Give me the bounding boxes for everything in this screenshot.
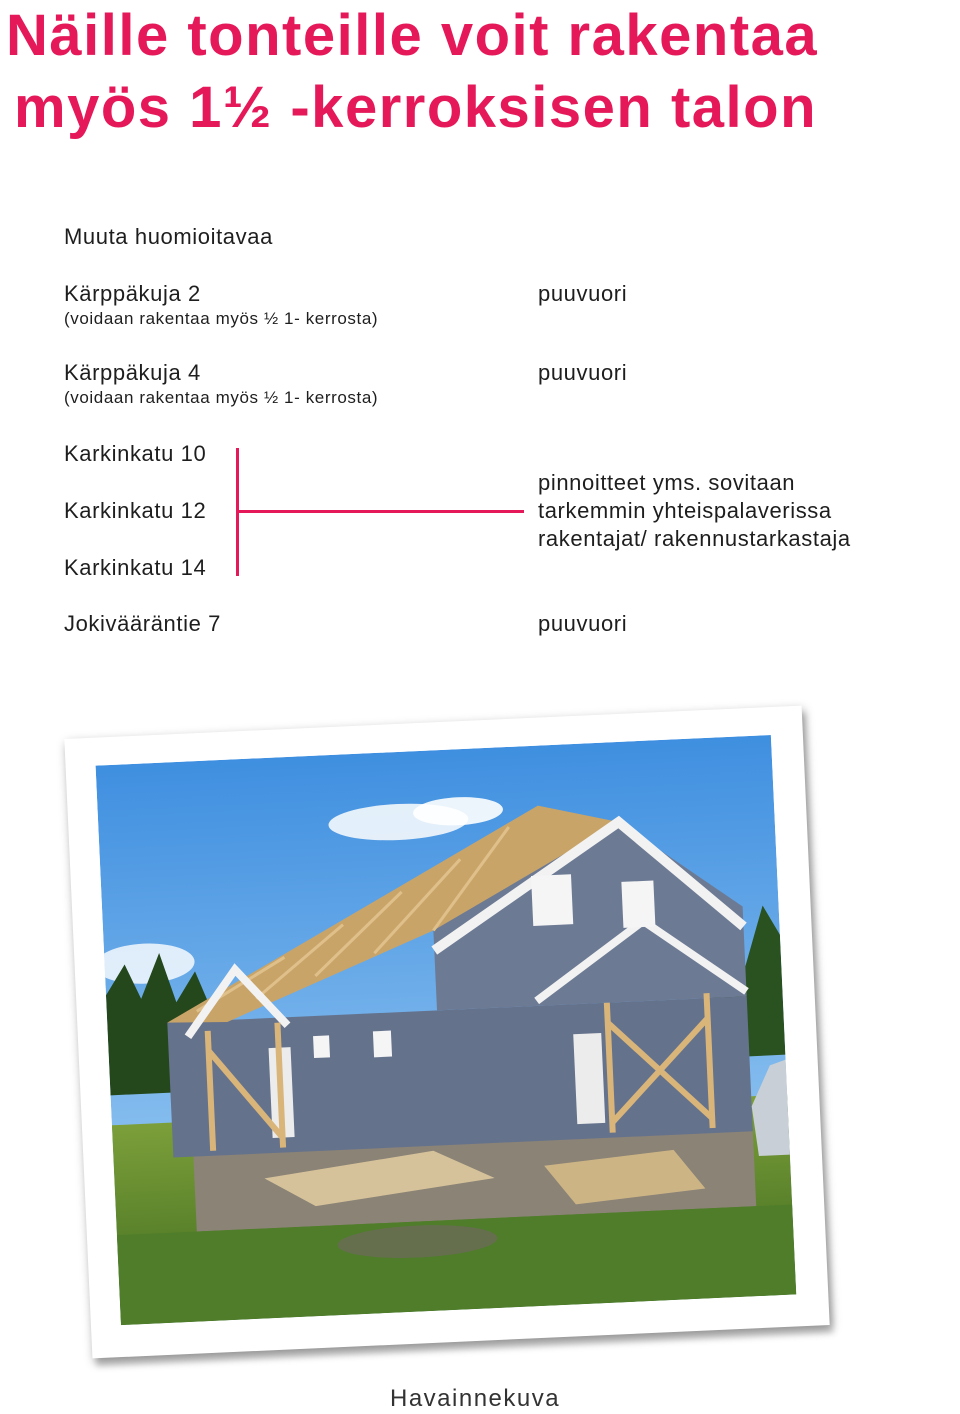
plot-value: puuvuori xyxy=(538,611,628,636)
plot-value: puuvuori xyxy=(538,281,628,306)
plot-value: puuvuori xyxy=(538,360,628,385)
group-note-line-1: pinnoitteet yms. sovitaan xyxy=(538,470,796,495)
plot-note: (voidaan rakentaa myös ½ 1- kerrosta) xyxy=(64,309,379,328)
section-heading: Muuta huomioitavaa xyxy=(64,224,273,249)
image-caption: Havainnekuva xyxy=(390,1385,561,1412)
photo-frame xyxy=(64,706,829,1359)
plot-name: Karkinkatu 12 xyxy=(64,498,207,523)
plot-name: Jokivääräntie 7 xyxy=(64,611,221,636)
group-connector-line xyxy=(236,510,524,513)
group-note-line-2: tarkemmin yhteispalaverissa xyxy=(538,498,832,523)
group-note-line-3: rakentajat/ rakennustarkastaja xyxy=(538,526,851,551)
title-line-2: myös 1½ -kerroksisen talon xyxy=(14,75,817,140)
plot-name: Kärppäkuja 4 xyxy=(64,360,201,385)
title-line-1: Näille tonteille voit rakentaa xyxy=(6,3,819,68)
page-title xyxy=(6,0,956,144)
plot-name: Kärppäkuja 2 xyxy=(64,281,201,306)
plot-name: Karkinkatu 14 xyxy=(64,555,207,580)
plot-note: (voidaan rakentaa myös ½ 1- kerrosta) xyxy=(64,388,379,407)
house-under-construction-photo xyxy=(96,735,797,1325)
plot-name: Karkinkatu 10 xyxy=(64,441,207,466)
